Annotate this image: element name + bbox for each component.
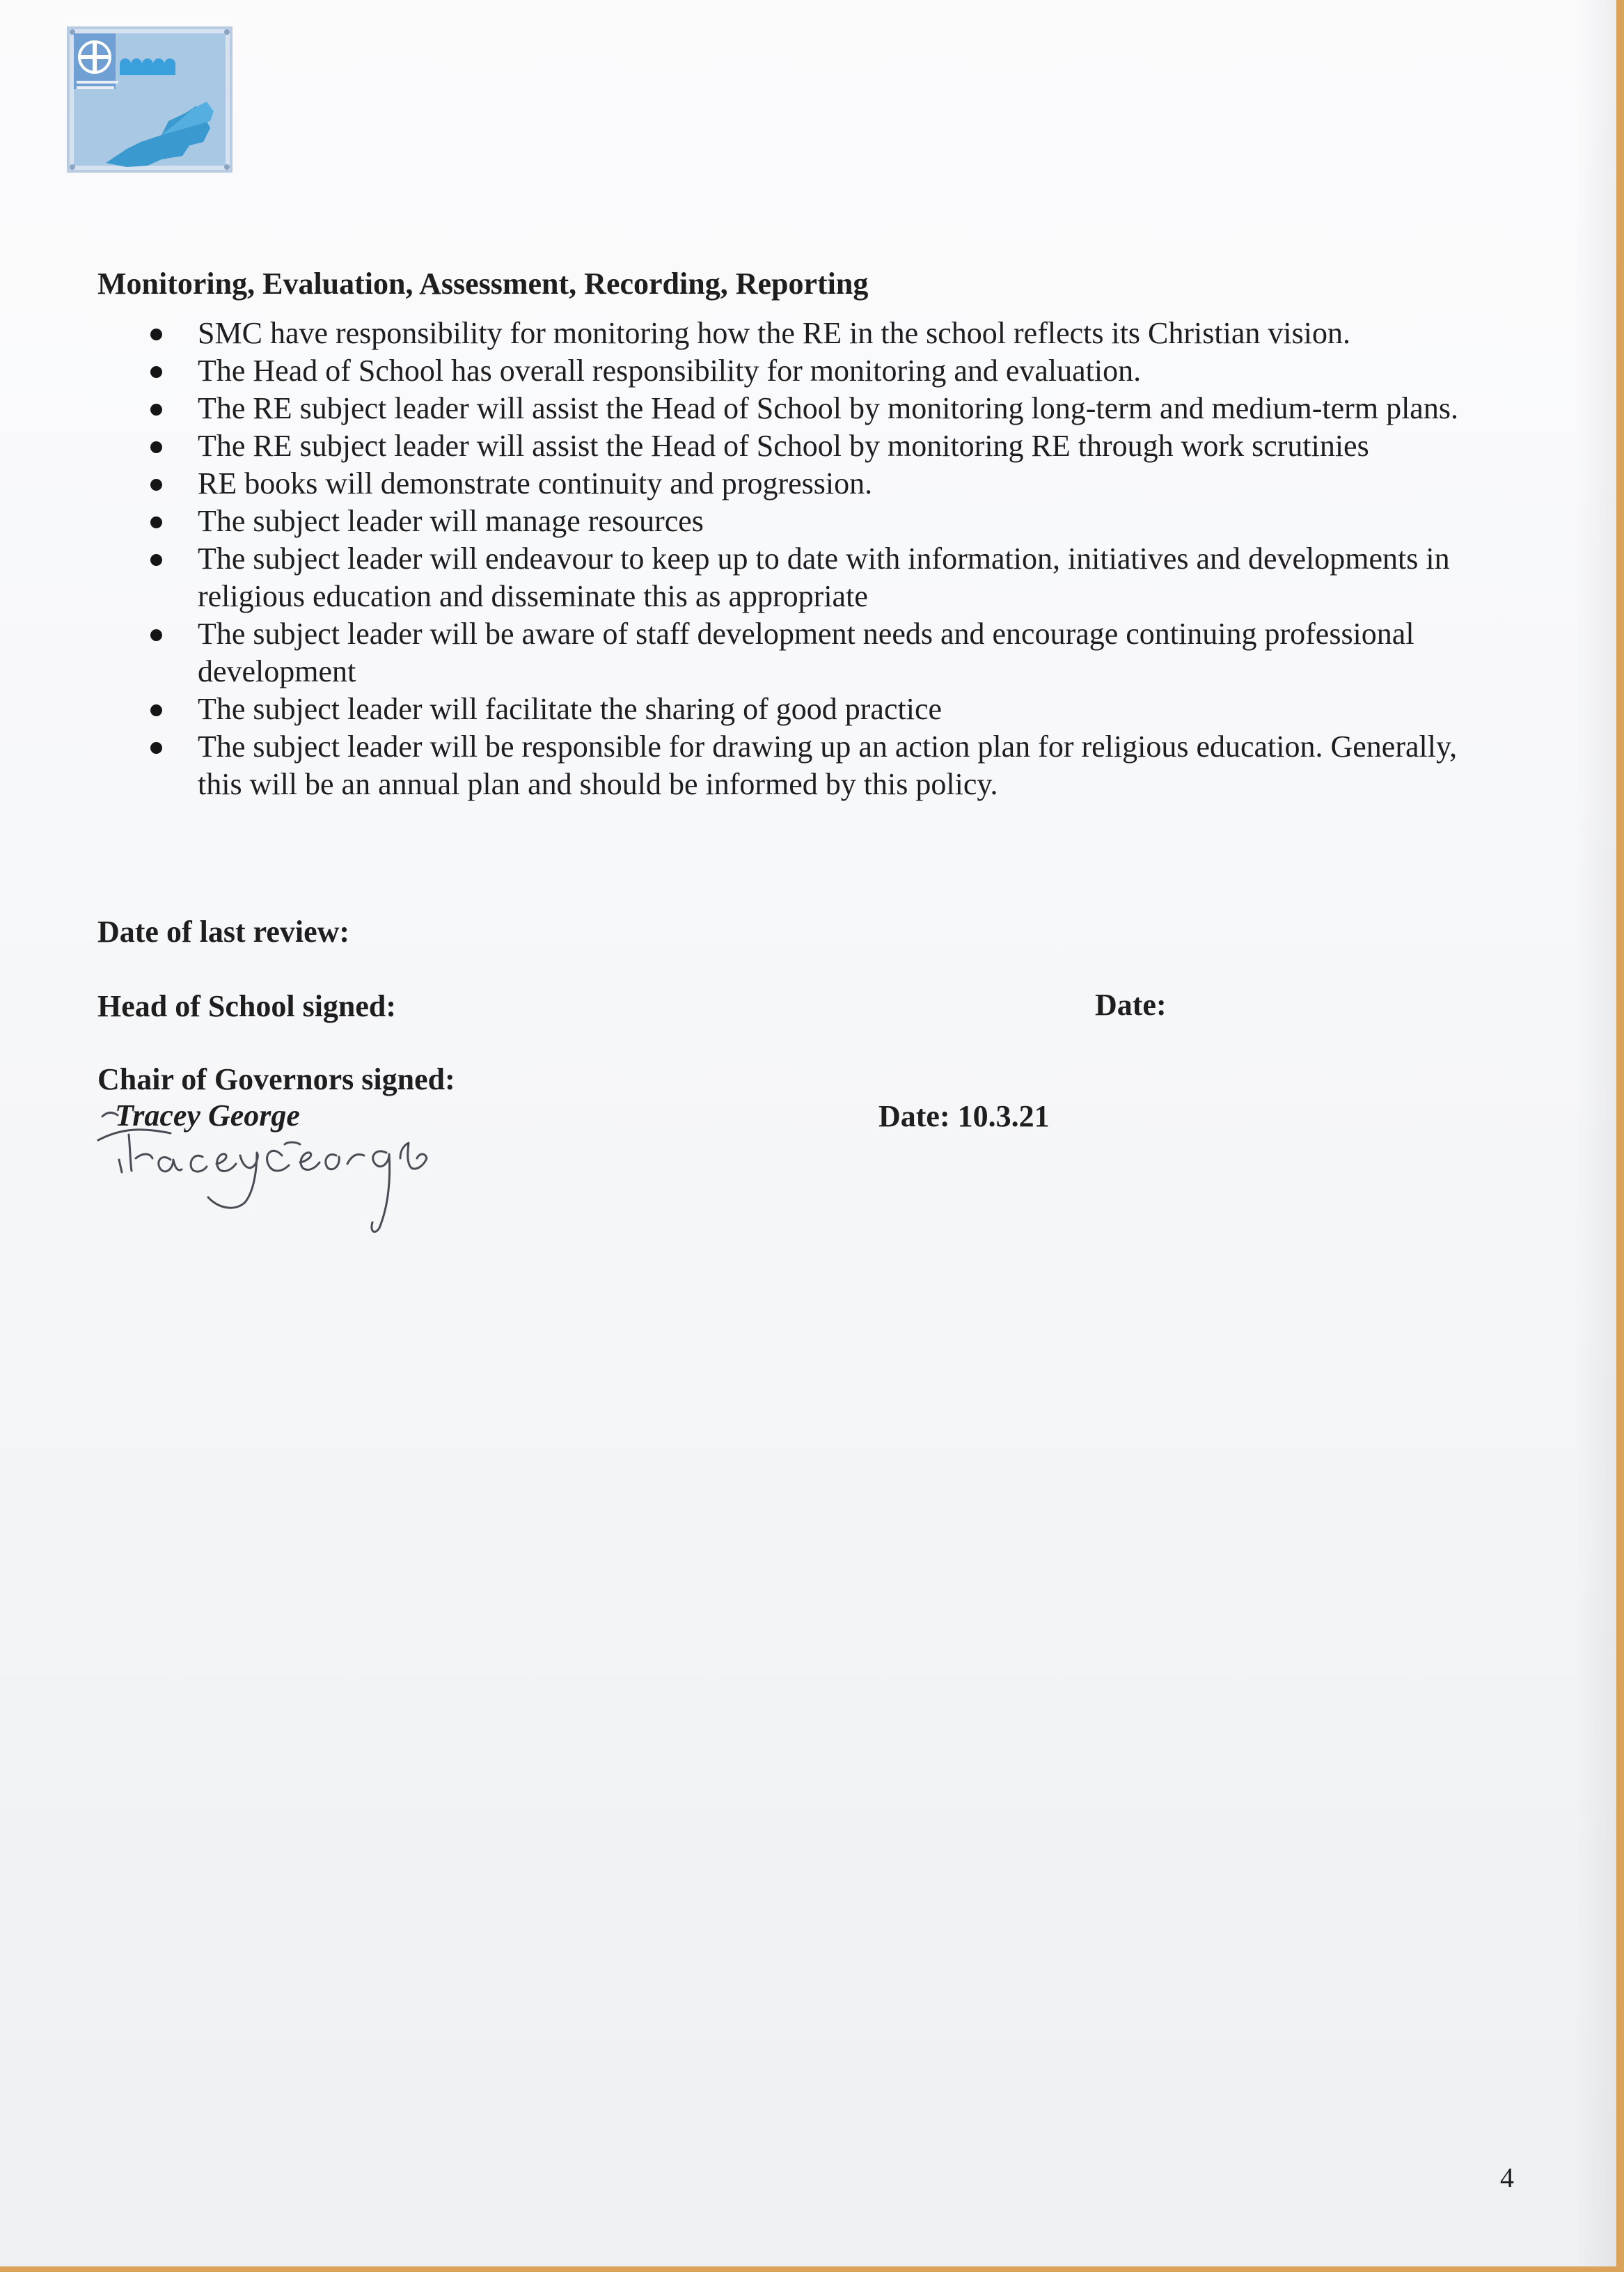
- list-item: The subject leader will be aware of staff development needs and encourage continuing professional development: [97, 615, 1504, 691]
- date-of-last-review-label: Date of last review:: [97, 915, 350, 949]
- bullet-icon: [150, 704, 162, 716]
- chair-name: Tracey George: [115, 1098, 300, 1133]
- list-item: RE books will demonstrate continuity and progression.: [97, 465, 1504, 503]
- list-item: The subject leader will manage resources: [97, 503, 1504, 540]
- list-item: The subject leader will endeavour to keep up to date with information, initiatives and developments in religious education and disseminate this as appropriate: [97, 540, 1504, 615]
- bullet-icon: [150, 479, 162, 491]
- list-item: The subject leader will be responsible for drawing up an action plan for religious education. Generally, this will be an annual plan and should be informed by this policy.: [97, 728, 1504, 803]
- bullet-icon: [150, 554, 162, 566]
- bullet-icon: [150, 329, 162, 340]
- bullet-icon: [150, 742, 162, 754]
- bullet-icon: [150, 404, 162, 416]
- bullet-icon: [150, 516, 162, 528]
- head-of-school-date-label: Date:: [1095, 988, 1167, 1022]
- list-item: The subject leader will facilitate the sharing of good practice: [97, 691, 1504, 728]
- page-number: 4: [1500, 2162, 1514, 2193]
- section-heading: Monitoring, Evaluation, Assessment, Recording, Reporting: [97, 267, 869, 301]
- list-item: SMC have responsibility for monitoring how the RE in the school reflects its Christian vision.: [97, 315, 1504, 352]
- bullet-icon: [150, 629, 162, 641]
- church-of-england-logo: [64, 24, 235, 175]
- list-item: The Head of School has overall responsibility for monitoring and evaluation.: [97, 352, 1504, 390]
- chair-date: Date: 10.3.21: [878, 1099, 1050, 1133]
- chair-of-governors-signed-label: Chair of Governors signed:: [97, 1062, 455, 1096]
- head-of-school-signed-label: Head of School signed:: [97, 989, 397, 1023]
- page-edge-shadow: [1575, 0, 1616, 2266]
- bullet-icon: [150, 441, 162, 453]
- handwritten-signature: [94, 1086, 498, 1253]
- bullet-icon: [150, 366, 162, 378]
- policy-bullet-list: [97, 315, 1504, 803]
- list-item: The RE subject leader will assist the Head of School by monitoring long-term and medium-term plans.: [97, 390, 1504, 427]
- list-item: The RE subject leader will assist the Head of School by monitoring RE through work scrutinies: [97, 427, 1504, 465]
